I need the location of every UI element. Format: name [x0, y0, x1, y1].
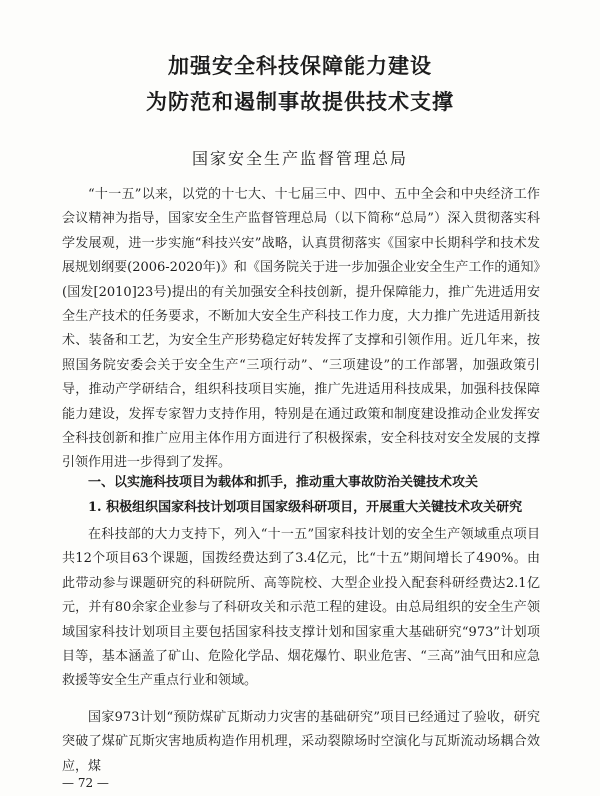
paragraph-projects [62, 523, 540, 694]
article-title-line1: 加强安全科技保障能力建设 [168, 53, 432, 78]
paragraph-2: 在科技部的大力支持下，列入“十一五”国家科技计划的安全生产领域重点项目共12个项目63个课题，国拨经费达到了3.4亿元，比“十五”期间增长了490%。由此带动参与课题研究的科研院所、高等院校、大型企业投入配套科研经费达2.1亿元，并有80余家企业参与了科研攻关和示范工程的建设。由总局组织的安全生产领域国家科技计划项目主要包括国家科技支撑计划和国家重大基础研究“973”计划项目等，基本涵盖了矿山、危险化学品、烟花爆竹、职业危害、“三高”油气田和应急救援等安全生产重点行业和领域。 [62, 527, 540, 689]
author-organization: 国家安全生产监督管理总局 [191, 149, 408, 168]
section-heading-1: 一、以实施科技项目为载体和抓手，推动重大事故防治关键技术攻关 [88, 475, 479, 490]
article-title-line2: 为防范和遏制事故提供技术支撑 [146, 89, 454, 114]
paragraph-intro [62, 183, 540, 476]
page-number: — 72 — [62, 776, 109, 790]
paragraph-973 [62, 706, 540, 779]
subsection-heading-1: 1. 积极组织国家科技计划项目国家级科研项目，开展重大关键技术攻关研究 [88, 500, 523, 515]
paragraph-3: 国家973计划“预防煤矿瓦斯动力灾害的基础研究”项目已经通过了验收，研究突破了煤矿瓦斯灾害地质构造作用机理，采动裂隙场时空演化与瓦斯流动场耦合效应，煤 [62, 710, 540, 774]
paragraph-1: “十一五”以来，以党的十七大、十七届三中、四中、五中全会和中央经济工作会议精神为指导，国家安全生产监督管理总局（以下简称“总局”）深入贯彻落实科学发展观，进一步实施“科技兴安”战略，认真贯彻落实《国家中长期科学和技术发展规划纲要(2006-2020年)》和《国务院关于进一步加强企业安全生产工作的通知》(国发[2010]23号)提出的有关加强安全科技创新，提升保障能力，推广先进适用安全生产技术的任务要求，不断加大安全生产科技工作力度，大力推广先进适用新技术、装备和工艺，为安全生产形势稳定好转发挥了支撑和引领作用。近几年来，按照国务院安委会关于安全生产“三项行动”、“三项建设”的工作部署，加强政策引导，推动产学研结合，组织科技项目实施，推广先进适用科技成果，加强科技保障能力建设，发挥专家智力支持作用，特别是在通过政策和制度建设推动企业发挥安全科技创新和推广应用主体作用方面进行了积极探索，安全科技对安全发展的支撑引领作用进一步得到了发挥。 [62, 187, 540, 471]
